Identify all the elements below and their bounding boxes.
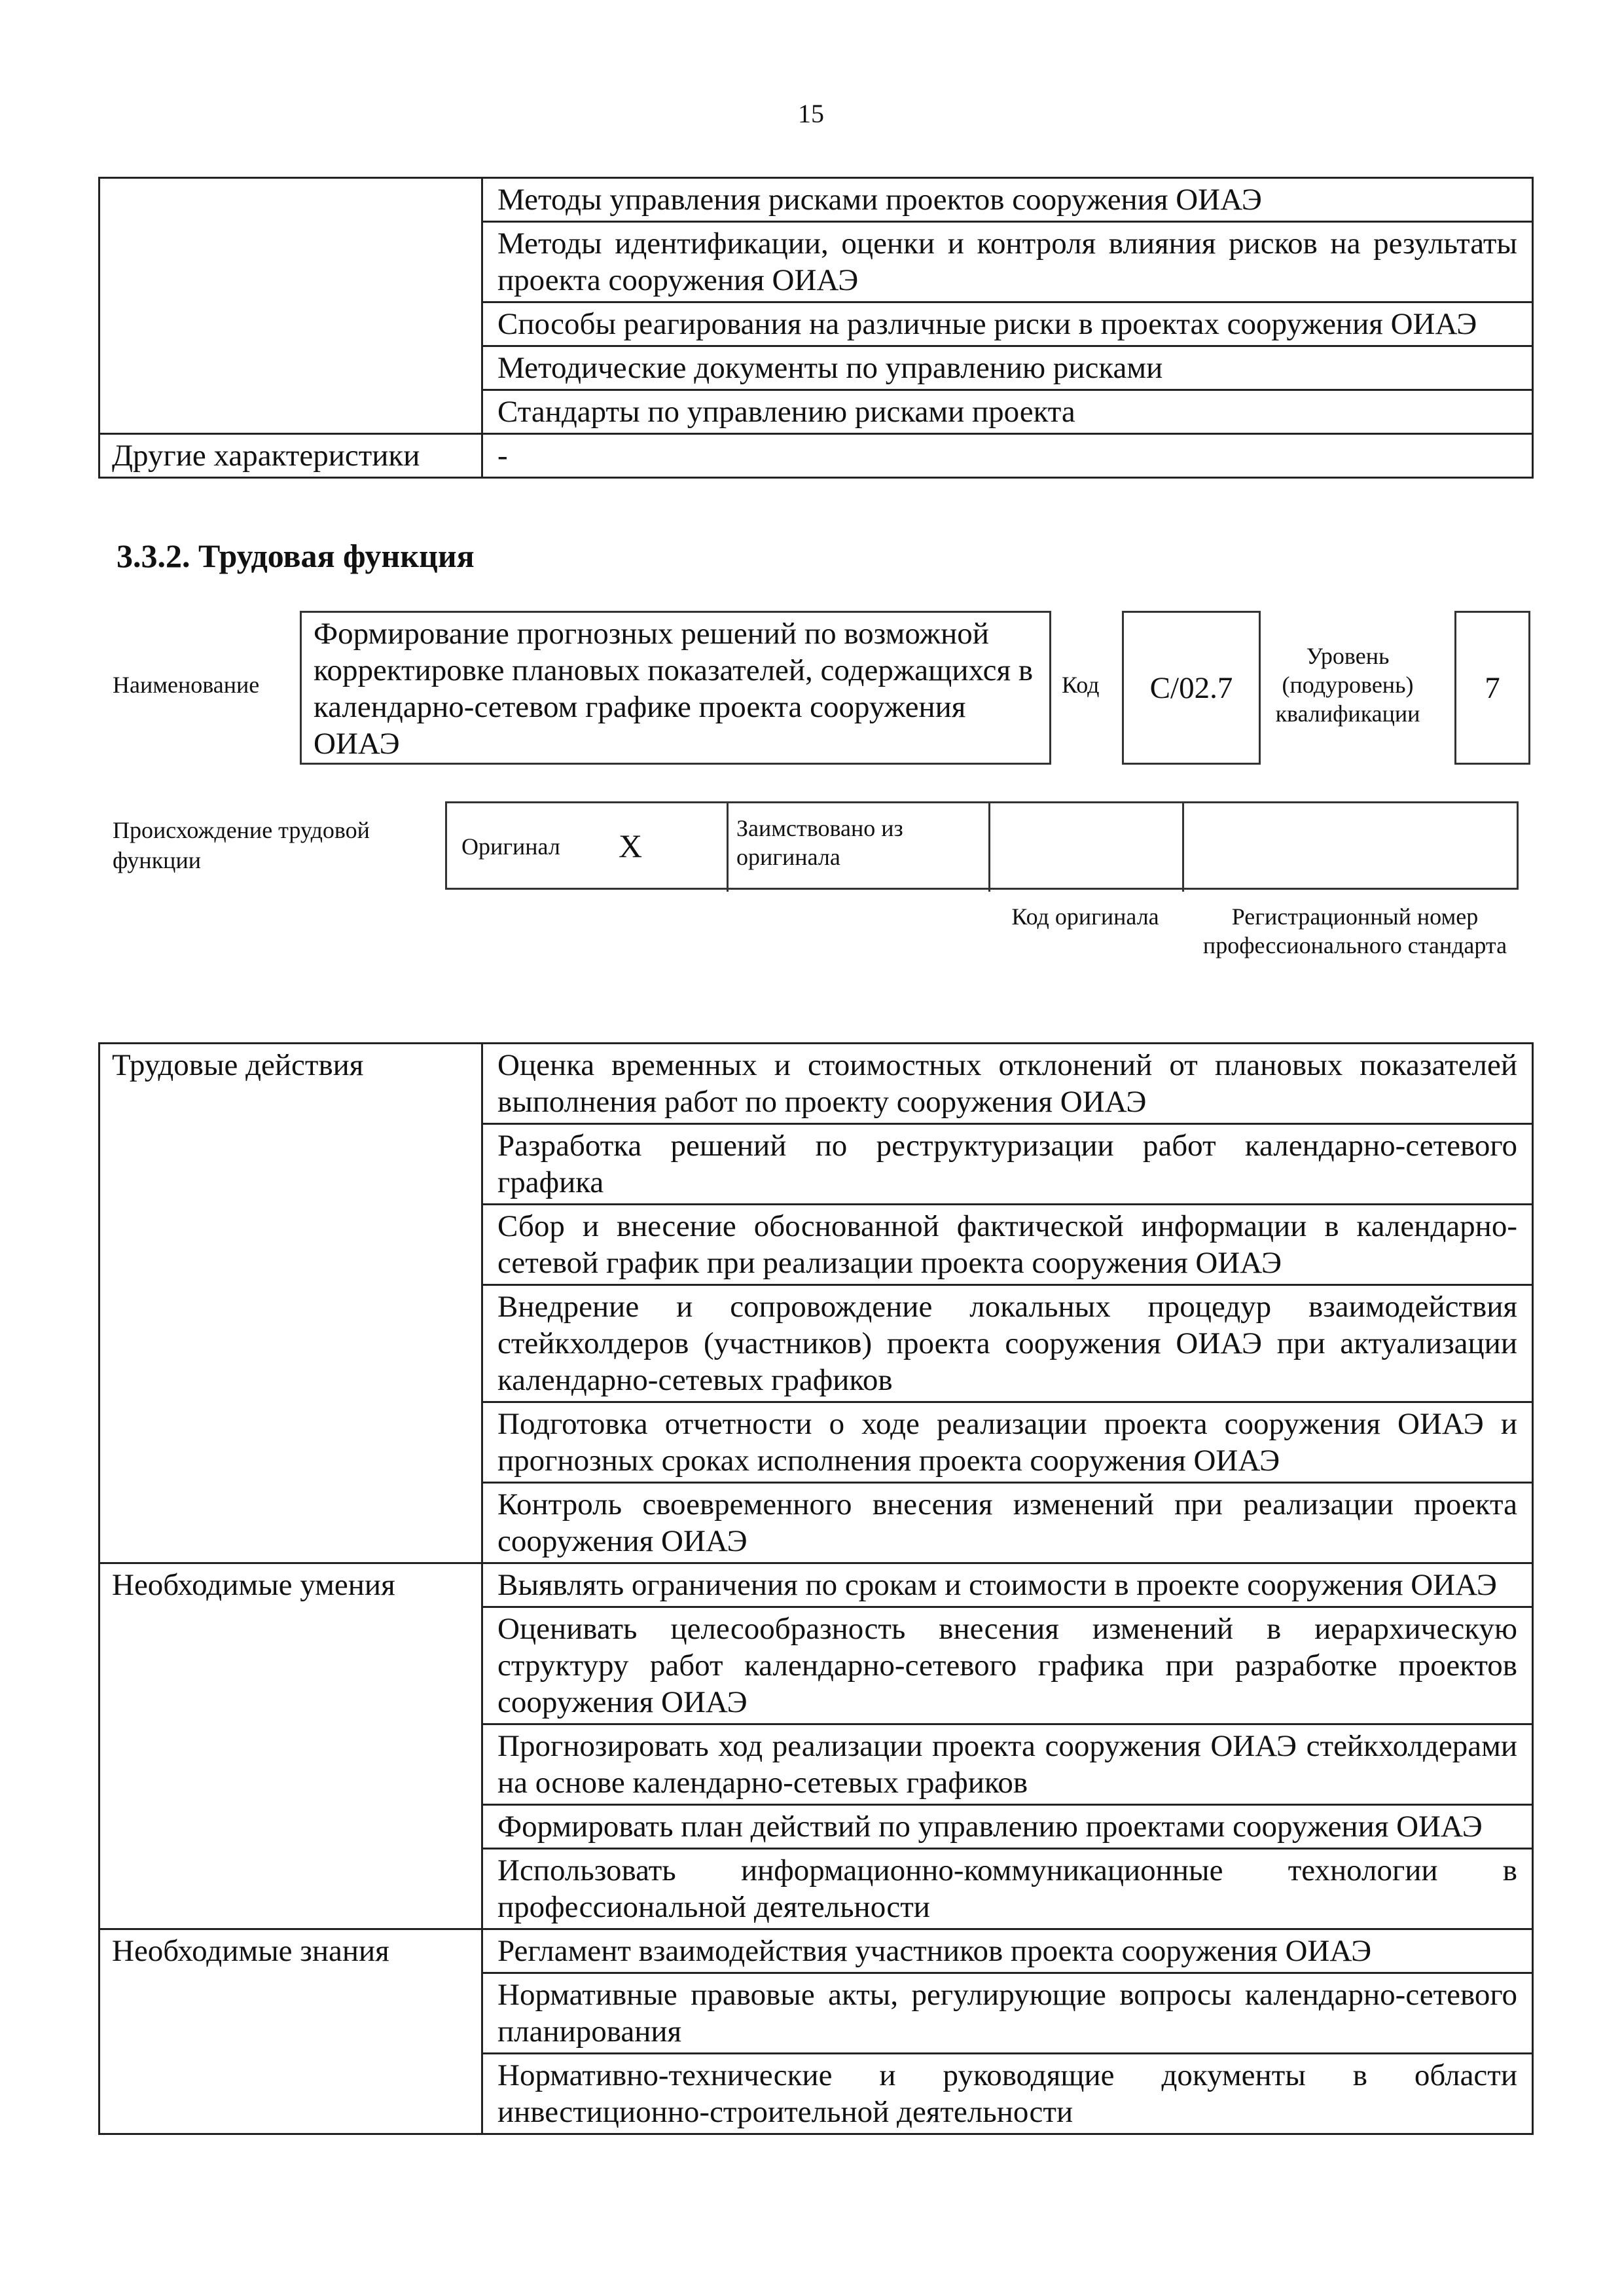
code-value-box: C/02.7 — [1122, 611, 1261, 765]
row-item: - — [482, 434, 1533, 478]
row-item: Методы идентификации, оценки и контроля влияния рисков на результаты проекта сооружения ОИАЭ — [482, 222, 1533, 302]
reg-number-cell — [1184, 803, 1517, 892]
level-label: Уровень (подуровень) квалификации — [1275, 643, 1420, 727]
row-item: Подготовка отчетности о ходе реализации проекта сооружения ОИАЭ и прогнозных сроках исполнения проекта сооружения ОИАЭ — [482, 1402, 1533, 1483]
code-label: Код — [1062, 672, 1100, 698]
row-item: Разработка решений по реструктуризации работ календарно-сетевого графика — [482, 1124, 1533, 1205]
row-item: Внедрение и сопровождение локальных процедур взаимодействия стейкхолдеров (участников) проекта сооружения ОИАЭ при актуализации календарно-сетевых графиков — [482, 1285, 1533, 1402]
table-row — [99, 1563, 1533, 1607]
code-original-cell — [990, 803, 1184, 892]
main-table — [98, 1042, 1534, 2135]
row-label: Необходимые умения — [99, 1563, 482, 1929]
row-item: Методические документы по управлению рисками — [482, 346, 1533, 390]
reg-number-caption: Регистрационный номер профессионального стандарта — [1202, 903, 1507, 958]
row-item: Нормативно-технические и руководящие документы в области инвестиционно-строительной деятельности — [482, 2054, 1533, 2134]
row-item: Стандарты по управлению рисками проекта — [482, 390, 1533, 434]
row-item: Формировать план действий по управлению проектами сооружения ОИАЭ — [482, 1805, 1533, 1849]
original-cell — [447, 803, 729, 892]
row-label — [99, 178, 482, 434]
row-item: Способы реагирования на различные риски в проектах сооружения ОИАЭ — [482, 302, 1533, 346]
section-heading: 3.3.2. Трудовая функция — [117, 538, 475, 574]
row-item: Оценивать целесообразность внесения изменений в иерархическую структуру работ календарно-сетевого графика при разработке проектов сооружения ОИАЭ — [482, 1607, 1533, 1724]
row-item: Контроль своевременного внесения изменений при реализации проекта сооружения ОИАЭ — [482, 1483, 1533, 1563]
row-item: Методы управления рисками проектов сооружения ОИАЭ — [482, 178, 1533, 222]
row-item: Сбор и внесение обоснованной фактической информации в календарно-сетевой график при реализации проекта сооружения ОИАЭ — [482, 1205, 1533, 1285]
name-value-box: Формирование прогнозных решений по возможной корректировке плановых показателей, содержащихся в календарно-сетевом графике проекта сооружения ОИАЭ — [300, 611, 1051, 765]
table-row — [99, 1044, 1533, 1124]
page-number: 15 — [798, 99, 824, 128]
top-table — [98, 177, 1534, 479]
row-label: Другие характеристики — [99, 434, 482, 478]
row-item: Нормативные правовые акты, регулирующие вопросы календарно-сетевого планирования — [482, 1973, 1533, 2054]
origin-label: Происхождение трудовой функции — [113, 817, 370, 873]
row-label: Трудовые действия — [99, 1044, 482, 1563]
row-label: Необходимые знания — [99, 1929, 482, 2134]
main-table-body — [99, 1044, 1533, 2134]
table-row — [99, 178, 1533, 222]
top-table-body — [99, 178, 1533, 478]
original-label: Оригинал — [461, 833, 560, 860]
code-original-caption: Код оригинала — [1011, 903, 1159, 930]
row-item: Выявлять ограничения по срокам и стоимости в проекте сооружения ОИАЭ — [482, 1563, 1533, 1607]
original-mark: X — [619, 828, 643, 864]
borrowed-label: Заимствовано из оригинала — [736, 815, 903, 870]
level-value-box: 7 — [1454, 611, 1530, 765]
borrowed-cell — [729, 803, 990, 892]
table-row — [99, 1929, 1533, 1973]
row-item: Регламент взаимодействия участников проекта сооружения ОИАЭ — [482, 1929, 1533, 1973]
row-item: Оценка временных и стоимостных отклонений от плановых показателей выполнения работ по проекту сооружения ОИАЭ — [482, 1044, 1533, 1124]
name-label: Наименование — [113, 672, 260, 698]
origin-row — [445, 801, 1519, 890]
row-item: Прогнозировать ход реализации проекта сооружения ОИАЭ стейкхолдерами на основе календарно-сетевых графиков — [482, 1724, 1533, 1805]
row-item: Использовать информационно-коммуникационные технологии в профессиональной деятельности — [482, 1849, 1533, 1929]
table-row — [99, 434, 1533, 478]
